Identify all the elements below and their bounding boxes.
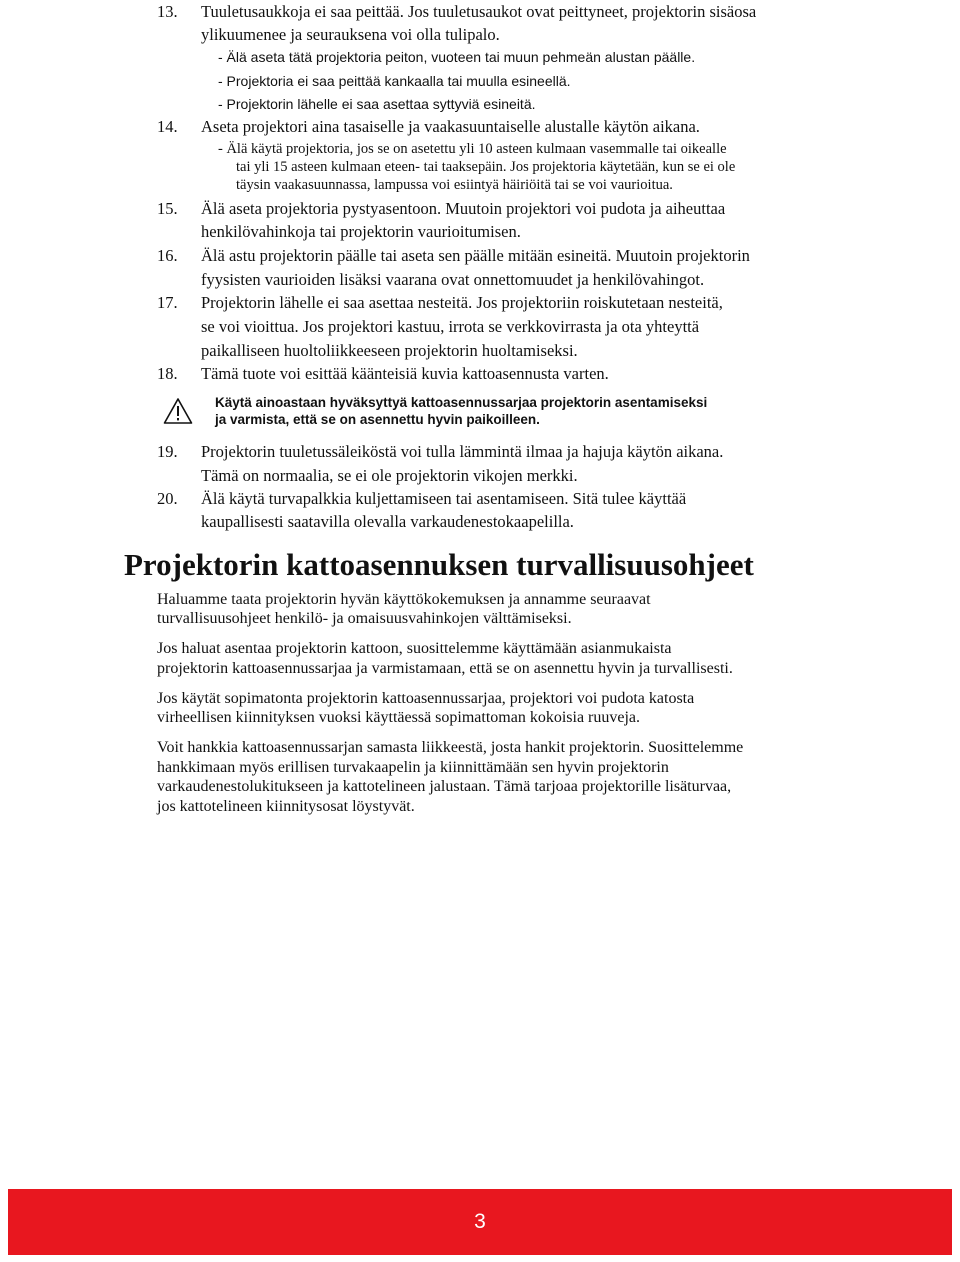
paragraph-line: projektorin kattoasennussarjaa ja varmistamaan, että se on asennettu hyvin ja turvallisesti. <box>157 660 733 677</box>
sub-bullet-continuation: tai yli 15 asteen kulmaan eteen- tai taaksepäin. Jos projektoria käytetään, kun se ei ole <box>236 159 736 175</box>
paragraph-line: Jos haluat asentaa projektorin kattoon, suosittelemme käyttämään asianmukaista <box>157 640 672 657</box>
warning-triangle-icon <box>163 397 193 425</box>
item-text-line: Aseta projektori aina tasaiselle ja vaakasuuntaiselle alustalle käytön aikana. <box>201 117 700 136</box>
warning-text-line: ja varmista, että se on asennettu hyvin paikoilleen. <box>215 412 540 427</box>
sub-bullet: - Älä käytä projektoria, jos se on asetettu yli 10 asteen kulmaan vasemmalle tai oikealle <box>218 141 727 157</box>
page-footer-bar <box>8 1189 952 1255</box>
item-text-line: henkilövahinkoja tai projektorin vaurioitumisen. <box>201 222 521 241</box>
paragraph-line: Jos käytät sopimatonta projektorin kattoasennussarjaa, projektori voi pudota katosta <box>157 690 695 707</box>
item-number: 17. <box>157 293 178 312</box>
item-text-line: ylikuumenee ja seurauksena voi olla tulipalo. <box>201 25 500 44</box>
sub-bullet: - Älä aseta tätä projektoria peiton, vuoteen tai muun pehmeän alustan päälle. <box>218 49 696 65</box>
item-number: 19. <box>157 442 178 461</box>
paragraph-line: Voit hankkia kattoasennussarjan samasta liikkeestä, josta hankit projektorin. Suosittelemme <box>157 739 744 756</box>
sub-bullet: - Projektoria ei saa peittää kankaalla tai muulla esineellä. <box>218 73 571 89</box>
paragraph-line: turvallisuusohjeet henkilö- ja omaisuusvahinkojen välttämiseksi. <box>157 610 572 627</box>
page-number: 3 <box>474 1210 486 1233</box>
item-text-line: Tämä tuote voi esittää käänteisiä kuvia kattoasennusta varten. <box>201 364 609 383</box>
paragraph-line: jos kattotelineen kiinnitysosat löystyvät. <box>157 798 415 815</box>
paragraph-line: hankkimaan myös erillisen turvakaapelin ja kiinnittämään sen hyvin projektorin <box>157 759 669 776</box>
item-number: 14. <box>157 117 178 136</box>
item-text-line: Projektorin lähelle ei saa asettaa nesteitä. Jos projektoriin roiskutetaan nesteitä, <box>201 293 723 312</box>
paragraph-line: virheellisen kiinnityksen vuoksi käyttäessä sopimattoman kokoisia ruuveja. <box>157 709 641 726</box>
item-text-line: Älä aseta projektoria pystyasentoon. Muutoin projektori voi pudota ja aiheuttaa <box>201 199 726 218</box>
item-number: 16. <box>157 246 178 265</box>
item-text-line: Älä astu projektorin päälle tai aseta sen päälle mitään esineitä. Muutoin projektorin <box>201 246 750 265</box>
item-number: 20. <box>157 489 178 508</box>
item-text-line: Projektorin tuuletussäleiköstä voi tulla lämmintä ilmaa ja hajuja käytön aikana. <box>201 442 724 461</box>
item-text-line: paikalliseen huoltoliikkeeseen projektorin huoltamiseksi. <box>201 341 578 360</box>
item-text-line: Älä käytä turvapalkkia kuljettamiseen tai asentamiseen. Sitä tulee käyttää <box>201 489 687 508</box>
item-text-line: fyysisten vaurioiden lisäksi vaarana ovat onnettomuudet ja henkilövahingot. <box>201 270 705 289</box>
paragraph-line: varkaudenestolukitukseen ja kattotelineen jalustaan. Tämä tarjoaa projektorille lisäturvaa, <box>157 778 732 795</box>
item-text-line: Tämä on normaalia, se ei ole projektorin vikojen merkki. <box>201 466 578 485</box>
section-heading: Projektorin kattoasennuksen turvallisuusohjeet <box>124 547 754 582</box>
item-number: 18. <box>157 364 178 383</box>
item-number: 15. <box>157 199 178 218</box>
item-text-line: kaupallisesti saatavilla olevalla varkaudenestokaapelilla. <box>201 512 574 531</box>
sub-bullet: - Projektorin lähelle ei saa asettaa syttyviä esineitä. <box>218 96 536 112</box>
item-text-line: se voi vioittua. Jos projektori kastuu, irrota se verkkovirrasta ja ota yhteyttä <box>201 317 700 336</box>
warning-text-line: Käytä ainoastaan hyväksyttyä kattoasennussarjaa projektorin asentamiseksi <box>215 395 708 410</box>
sub-bullet-continuation: täysin vaakasuunnassa, lampussa voi esiintyä häiriöitä tai se voi vaurioitua. <box>236 177 673 193</box>
item-text-line: Tuuletusaukkoja ei saa peittää. Jos tuuletusaukot ovat peittyneet, projektorin sisäosa <box>201 2 757 21</box>
paragraph-line: Haluamme taata projektorin hyvän käyttökokemuksen ja annamme seuraavat <box>157 591 651 608</box>
item-number: 13. <box>157 2 178 21</box>
